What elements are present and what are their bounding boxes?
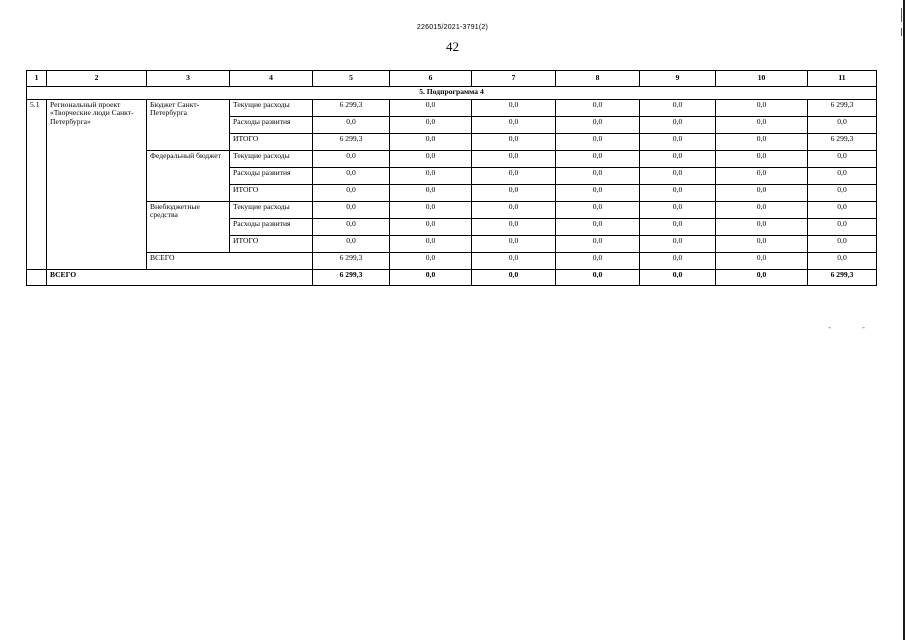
item-total-value: 0,0 [472,253,556,270]
grand-total-value: 6 299,3 [808,270,877,286]
column-number-cell: 7 [472,71,556,87]
column-number-cell: 3 [147,71,230,87]
item-total-value: 0,0 [808,253,877,270]
value-cell: 0,0 [808,168,877,185]
value-cell: 6 299,3 [313,100,390,117]
scan-artifact [901,8,902,22]
value-cell: 0,0 [640,236,716,253]
expense-type: Расходы развития [230,219,313,236]
value-cell: 6 299,3 [808,134,877,151]
grand-total-value: 0,0 [472,270,556,286]
item-total-value: 0,0 [716,253,808,270]
value-cell: 0,0 [390,219,472,236]
item-total-value: 0,0 [640,253,716,270]
value-cell: 0,0 [716,151,808,168]
column-number-cell: 4 [230,71,313,87]
value-cell: 0,0 [472,236,556,253]
value-cell: 0,0 [640,151,716,168]
value-cell: 0,0 [472,100,556,117]
expense-type: ИТОГО [230,236,313,253]
value-cell: 0,0 [556,219,640,236]
grand-total-label: ВСЕГО [47,270,313,286]
item-number: 5.1 [27,100,47,270]
grand-total-value: 0,0 [390,270,472,286]
value-cell: 0,0 [640,117,716,134]
item-total-value: 0,0 [556,253,640,270]
grand-total-value: 6 299,3 [313,270,390,286]
value-cell: 0,0 [390,236,472,253]
grand-total-blank [27,270,47,286]
expense-type: ИТОГО [230,134,313,151]
scan-artifact: - [862,322,865,332]
document-id: 226015/2021-3791(2) [416,24,489,31]
table-row [27,151,877,168]
value-cell: 0,0 [808,219,877,236]
value-cell: 0,0 [808,117,877,134]
value-cell: 0,0 [716,219,808,236]
column-number-cell: 1 [27,71,47,87]
value-cell: 0,0 [640,219,716,236]
value-cell: 0,0 [313,236,390,253]
column-number-cell: 11 [808,71,877,87]
value-cell: 0,0 [556,168,640,185]
value-cell: 0,0 [472,134,556,151]
value-cell: 0,0 [472,219,556,236]
value-cell: 0,0 [313,117,390,134]
funding-source: Внебюджетные средства [147,202,230,253]
value-cell: 0,0 [808,236,877,253]
value-cell: 0,0 [313,219,390,236]
item-name: Региональный проект «Творческие люди Санкт-Петербурга» [47,100,147,270]
expense-type: Текущие расходы [230,151,313,168]
value-cell: 0,0 [716,134,808,151]
budget-table [26,70,877,286]
value-cell: 0,0 [313,185,390,202]
value-cell: 0,0 [640,134,716,151]
column-number-cell: 9 [640,71,716,87]
item-total-row [27,253,877,270]
value-cell: 0,0 [390,202,472,219]
value-cell: 0,0 [716,236,808,253]
scan-artifact: - [828,322,831,332]
table-row [27,100,877,117]
value-cell: 0,0 [808,185,877,202]
value-cell: 0,0 [556,117,640,134]
value-cell: 0,0 [716,168,808,185]
value-cell: 0,0 [390,185,472,202]
grand-total-value: 0,0 [716,270,808,286]
value-cell: 0,0 [472,185,556,202]
value-cell: 0,0 [472,117,556,134]
value-cell: 6 299,3 [313,134,390,151]
value-cell: 0,0 [556,100,640,117]
value-cell: 0,0 [640,202,716,219]
value-cell: 0,0 [472,151,556,168]
section-title-row [27,87,877,100]
value-cell: 0,0 [313,151,390,168]
expense-type: Текущие расходы [230,202,313,219]
table-row [27,202,877,219]
value-cell: 0,0 [556,202,640,219]
value-cell: 0,0 [313,202,390,219]
expense-type: Расходы развития [230,168,313,185]
column-number-cell: 5 [313,71,390,87]
column-number-row [27,71,877,87]
value-cell: 0,0 [313,168,390,185]
value-cell: 0,0 [472,168,556,185]
funding-source: Федеральный бюджет [147,151,230,202]
value-cell: 0,0 [556,236,640,253]
value-cell: 0,0 [390,168,472,185]
column-number-cell: 6 [390,71,472,87]
value-cell: 0,0 [716,117,808,134]
column-number-cell: 2 [47,71,147,87]
item-total-value: 0,0 [390,253,472,270]
section-title: 5. Подпрограмма 4 [27,87,877,100]
expense-type: Текущие расходы [230,100,313,117]
value-cell: 0,0 [390,151,472,168]
funding-source: Бюджет Санкт-Петербурга [147,100,230,151]
expense-type: Расходы развития [230,117,313,134]
value-cell: 0,0 [716,202,808,219]
grand-total-value: 0,0 [556,270,640,286]
value-cell: 0,0 [808,151,877,168]
value-cell: 0,0 [390,100,472,117]
page-number: 42 [446,39,459,54]
value-cell: 0,0 [390,134,472,151]
value-cell: 0,0 [640,185,716,202]
value-cell: 0,0 [556,134,640,151]
value-cell: 0,0 [556,151,640,168]
value-cell: 0,0 [556,185,640,202]
value-cell: 0,0 [716,100,808,117]
column-number-cell: 10 [716,71,808,87]
column-number-cell: 8 [556,71,640,87]
value-cell: 0,0 [640,168,716,185]
item-total-value: 6 299,3 [313,253,390,270]
grand-total-row [27,270,877,286]
expense-type: ИТОГО [230,185,313,202]
value-cell: 0,0 [390,117,472,134]
value-cell: 6 299,3 [808,100,877,117]
value-cell: 0,0 [472,202,556,219]
value-cell: 0,0 [716,185,808,202]
value-cell: 0,0 [640,100,716,117]
item-total-label: ВСЕГО [147,253,313,270]
value-cell: 0,0 [808,202,877,219]
grand-total-value: 0,0 [640,270,716,286]
